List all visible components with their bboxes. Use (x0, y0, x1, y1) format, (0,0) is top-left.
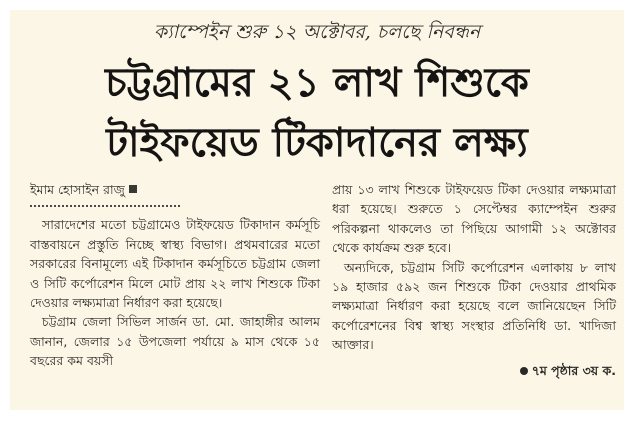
kicker-subheading: ক্যাম্পেইন শুরু ১২ অক্টোবর, চলছে নিবন্ধন (153, 21, 481, 43)
left-paragraph-2: চট্টগ্রাম জেলা সিভিল সার্জন ডা. মো. জাহাঙ্গীর আলম জানান, জেলার ১৫ উপজেলা পর্যায়ে ৯ মাস থেকে ১৫ বছরের কম বয়সী (30, 314, 320, 369)
newspaper-clipping (10, 10, 624, 410)
right-paragraph-2: অন্যদিকে, চট্টগ্রাম সিটি কর্পোরেশন এলাকায় ৮ লাখ ১৯ হাজার ৫৯২ জন শিশুকে টিকা দেওয়ার প্রাথমিক লক্ষ্যমাত্রা নির্ধারণ করা হয়েছে বলে জানিয়েছেন সিটি কর্পোরেশনের বিশ্ব স্বাস্থ্য সংস্থার প্রতিনিধি ডা. খাদিজা আক্তার। (332, 259, 616, 353)
byline (30, 180, 320, 199)
dotted-divider (30, 205, 180, 207)
bullet-dot-icon (520, 367, 528, 375)
headline-line-1: চট্টগ্রামের ২১ লাখ শিশুকে (105, 60, 529, 106)
continuation-note (332, 361, 616, 380)
continuation-text: ৭ম পৃষ্ঠার ৩য় ক. (531, 362, 616, 378)
article-column-right (332, 180, 616, 380)
left-paragraph-1: সারাদেশের মতো চট্টগ্রামেও টাইফয়েড টিকাদান কর্মসূচি বাস্তবায়নে প্রস্তুতি নিচ্ছে স্বাস্থ্য বিভাগ। প্রথমবারের মতো সরকারের বিনামূল্যে এই টিকাদান কর্মসূচিতে চট্টগ্রাম জেলা ও সিটি কর্পোরেশন মিলে মোট প্রায় ২২ লাখ শিশুকে টিকা দেওয়ার লক্ষ্যমাত্রা নির্ধারণ করা হয়েছে। (30, 217, 320, 311)
article-column-left (30, 180, 320, 371)
right-paragraph-1: প্রায় ১৩ লাখ শিশুকে টাইফয়েড টিকা দেওয়ার লক্ষ্যমাত্রা ধরা হয়েছে। শুরুতে ১ সেপ্টেম্বর ক্যাম্পেইন শুরুর পরিকল্পনা থাকলেও তা পিছিয়ে আগামী ১২ অক্টোবর থেকে কার্যক্রম শুরু হবে। (332, 182, 616, 256)
byline-square-icon (129, 185, 137, 193)
headline-line-2: টাইফয়েড টিকাদানের লক্ষ্য (106, 120, 528, 166)
byline-author: ইমাম হোসাইন রাজু (30, 182, 125, 197)
